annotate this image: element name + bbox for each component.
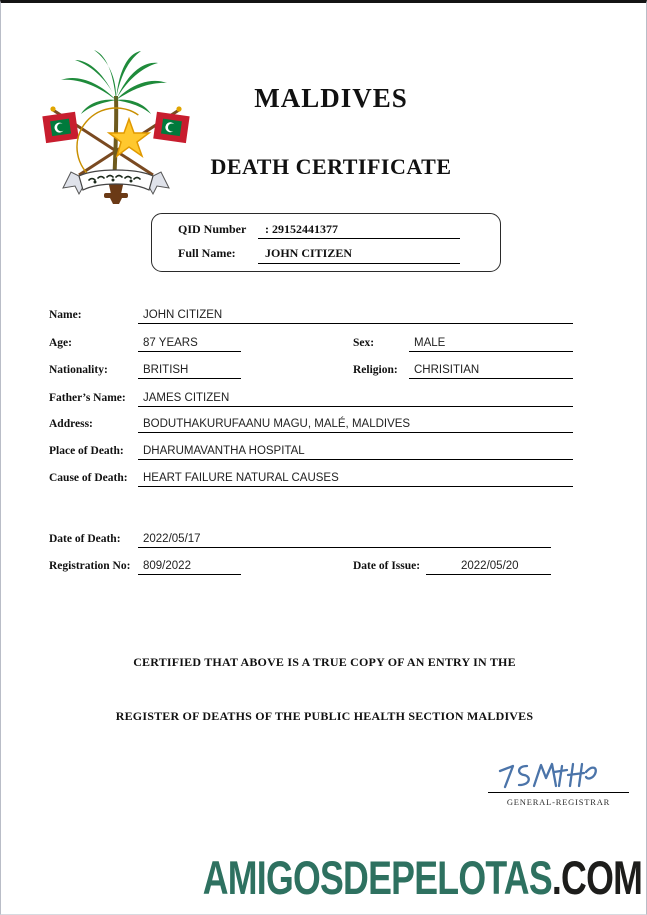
site-watermark	[203, 852, 642, 902]
religion-value: CHRISITIAN	[414, 364, 480, 376]
qid-number-label: QID Number	[178, 222, 247, 236]
religion-underline	[409, 378, 573, 379]
date-of-issue-label: Date of Issue:	[353, 560, 421, 572]
place-of-death-underline	[138, 459, 573, 460]
maldives-flag-left	[42, 112, 78, 143]
fullname-label: Full Name:	[178, 246, 236, 260]
sex-value: MALE	[414, 337, 446, 349]
palm-fronds	[61, 50, 167, 114]
fullname-value: JOHN CITIZEN	[265, 246, 353, 260]
country-title: MALDIVES	[254, 83, 408, 113]
place-of-death-label: Place of Death:	[49, 445, 124, 457]
date-of-death-underline	[138, 547, 551, 548]
certification-line-1: CERTIFIED THAT ABOVE IS A TRUE COPY OF AN ENTRY IN THE	[133, 655, 516, 669]
name-label: Name:	[49, 309, 82, 321]
place-of-death-value: DHARUMAVANTHA HOSPITAL	[143, 445, 305, 457]
maldives-flag-right	[153, 112, 189, 143]
document-title: DEATH CERTIFICATE	[210, 154, 452, 179]
address-label: Address:	[49, 418, 93, 430]
registration-no-underline	[138, 574, 241, 575]
registration-no-label: Registration No:	[49, 560, 131, 572]
cause-of-death-value: HEART FAILURE NATURAL CAUSES	[143, 472, 339, 484]
address-underline	[138, 432, 573, 433]
name-underline	[138, 323, 573, 324]
qid-underline	[258, 238, 460, 239]
name-value: JOHN CITIZEN	[143, 309, 223, 321]
sex-label: Sex:	[353, 337, 375, 349]
watermark-name: AMIGOSDEPELOTAS	[202, 850, 552, 904]
date-of-issue-value: 2022/05/20	[461, 560, 519, 572]
father-name-label: Father’s Name:	[49, 392, 126, 404]
date-of-death-value: 2022/05/17	[143, 533, 201, 545]
date-of-death-label: Date of Death:	[49, 533, 121, 545]
age-label: Age:	[49, 337, 72, 349]
cause-of-death-underline	[138, 486, 573, 487]
fullname-underline	[258, 263, 460, 264]
maldives-emblem	[41, 48, 191, 204]
address-value: BODUTHAKURUFAANU MAGU, MALÉ, MALDIVES	[143, 418, 411, 430]
nationality-underline	[138, 378, 241, 379]
father-name-underline	[138, 406, 573, 407]
registration-no-value: 809/2022	[143, 560, 191, 572]
nationality-value: BRITISH	[143, 364, 189, 376]
religion-label: Religion:	[353, 364, 398, 376]
registrar-signature	[496, 759, 608, 791]
watermark-tld: .COM	[551, 850, 642, 904]
nationality-label: Nationality:	[49, 364, 108, 376]
age-underline	[138, 351, 241, 352]
age-value: 87 YEARS	[143, 337, 198, 349]
qid-number-value: : 29152441377	[265, 222, 338, 236]
sex-underline	[409, 351, 573, 352]
registrar-title: GENERAL-REGISTRAR	[506, 797, 611, 807]
father-name-value: JAMES CITIZEN	[143, 392, 230, 404]
qid-box	[151, 213, 501, 272]
date-of-issue-underline	[426, 574, 551, 575]
signature-underline	[488, 792, 629, 793]
certification-line-2: REGISTER OF DEATHS OF THE PUBLIC HEALTH SECTION MALDIVES	[115, 709, 534, 723]
cause-of-death-label: Cause of Death:	[49, 472, 128, 484]
